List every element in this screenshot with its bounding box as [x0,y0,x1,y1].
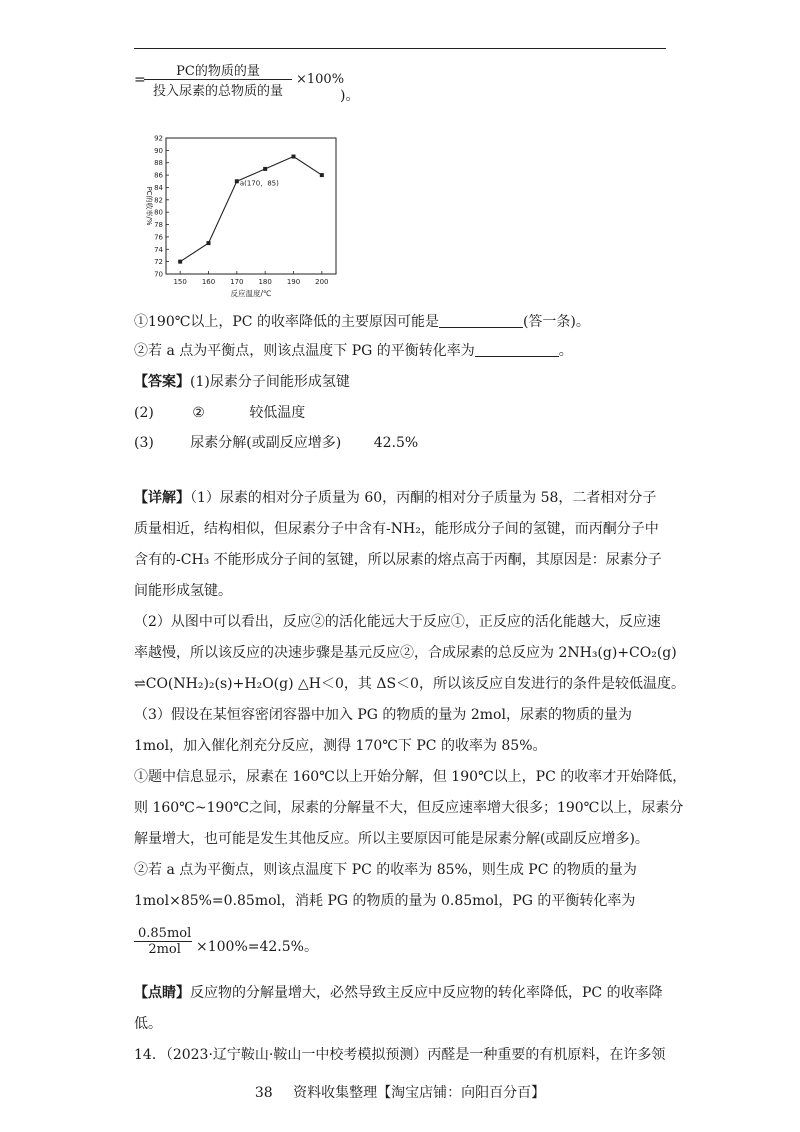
detail-line-7: ⇌CO(NH₂)₂(s)+H₂O(g) △H＜0，其 ΔS＜0，所以该反应自发进行的条件是较低温度。 [134,676,685,692]
answer-blank-2 [475,342,559,357]
data-point [320,173,324,177]
answer-2-b: 较低温度 [249,405,306,421]
y-tick-label: 90 [154,146,163,155]
answer-1 [134,372,350,392]
question-1 [134,312,590,332]
detail-line-3: 含有的-CH₃ 不能形成分子间的氢键，所以尿素的熔点高于丙酮，其原因是：尿素分子 [134,552,662,568]
detail-text-1: （1）尿素的相对分子质量为 60，丙酮的相对分子质量为 58，二者相对分子 [190,490,657,506]
x-tick-label: 200 [315,278,329,286]
detail-line-5: （2）从图中可以看出，反应②的活化能远大于反应①，正反应的活化能越大，反应速 [134,614,661,630]
x-tick-label: 160 [201,278,216,286]
x-axis-label: 反应温度/℃ [230,289,272,298]
tip-line-1 [134,983,663,1003]
answer-1-text: (1)尿素分子间能形成氢键 [190,374,350,390]
question-2 [134,341,573,361]
answer-3-a: 尿素分解(或副反应增多) [190,435,342,451]
y-tick-label: 88 [154,159,163,168]
conversion-tail: ×100%=42.5%。 [196,939,318,955]
answer-2-a: ② [192,405,205,421]
answer-3-b: 42.5% [373,435,419,451]
question-1-tail: (答一条)。 [522,314,590,330]
answer-blank-1 [439,313,523,328]
yield-chart [140,132,340,300]
page-number: 38 [254,1085,273,1101]
detail-label: 【详解】 [134,490,190,506]
question-14: 14．（2023·辽宁鞍山·鞍山一中校考模拟预测）丙醛是一种重要的有机原料，在许多领 [134,1047,666,1063]
answer-2 [134,403,305,423]
detail-line-9: 1mol，加入催化剂充分反应，测得 170℃下 PC 的收率为 85%。 [134,738,547,754]
tip-line-2: 低。 [134,1016,162,1032]
x-tick-label: 180 [258,278,272,286]
y-tick-label: 70 [154,270,163,279]
x-tick-label: 170 [230,278,244,286]
point-annotation: a(170，85) [239,179,279,188]
detail-line-8: （3）假设在某恒容密闭容器中加入 PG 的物质的量为 2mol，尿素的物质的量为 [134,707,632,723]
answer-3 [134,433,418,453]
x-tick-label: 150 [173,278,187,286]
data-point [207,241,211,245]
formula-equals: = [134,72,146,88]
formula-times: ×100% [296,72,345,87]
y-tick-label: 84 [154,183,163,192]
conversion-denominator: 2mol [148,942,181,957]
y-tick-label: 80 [154,208,163,217]
y-tick-label: 82 [154,196,163,205]
header-rule [134,48,666,49]
detail-line-13: ②若 a 点为平衡点，则该点温度下 PC 的收率为 85%，则生成 PC 的物质的量为 [134,862,637,878]
question-2-tail: 。 [558,343,573,359]
detail-line-11: 则 160℃~190℃之间，尿素的分解量不大，但反应速率增大很多；190℃以上，尿素分 [134,800,684,816]
conversion-numerator: 0.85mol [138,926,192,941]
detail-line-12: 解量增大，也可能是发生其他反应。所以主要原因可能是尿素分解(或副反应增多)。 [134,831,649,847]
data-point [235,179,239,183]
y-tick-label: 78 [154,221,163,230]
tip-label: 【点睛】 [134,985,190,1001]
page-footer [0,1082,800,1102]
answer-label: 【答案】 [134,374,190,390]
x-tick-label: 190 [286,278,301,286]
tip-text-1: 反应物的分解量增大，必然导致主反应中反应物的转化率降低，PC 的收率降 [190,985,663,1001]
answer-2-num: (2) [134,405,154,421]
detail-line-2: 质量相近，结构相似，但尿素分子中含有-NH₂，能形成分子间的氢键，而丙酮分子中 [134,521,659,537]
series-line [180,157,322,262]
detail-line-6: 率越慢，所以该反应的决速步骤是基元反应②，合成尿素的总反应为 2NH₃(g)+CO₂(g) [134,645,677,661]
formula-denominator: 投入尿素的总物质的量 [152,84,283,99]
y-tick-label: 76 [154,233,163,242]
y-tick-label: 86 [154,171,163,180]
detail-line-10: ①题中信息显示，尿素在 160℃以上开始分解，但 190℃以上，PC 的收率才开始降低， [134,769,687,785]
formula-fraction [144,60,292,99]
formula-tail: )。 [340,88,360,104]
detail-line-4: 间能形成氢键。 [134,583,232,599]
data-point [263,167,267,171]
detail-line-1 [134,488,656,508]
data-point [292,155,296,159]
data-point [178,260,182,264]
footer-source: 资料收集整理【淘宝店铺：向阳百分百】 [293,1085,546,1101]
y-tick-label: 72 [154,258,163,267]
y-axis-label: PC的收率/% [145,186,153,226]
answer-3-num: (3) [134,435,154,451]
question-1-text: ①190℃以上，PC 的收率降低的主要原因可能是 [134,314,439,330]
formula-numerator: PC的物质的量 [176,64,260,79]
y-tick-label: 92 [154,134,163,143]
detail-line-14: 1mol×85%=0.85mol，消耗 PG 的物质的量为 0.85mol，PG 的平衡转化率为 [134,893,636,909]
question-2-text: ②若 a 点为平衡点，则该点温度下 PG 的平衡转化率为 [134,343,475,359]
conversion-fraction [134,926,195,957]
y-tick-label: 74 [154,245,163,254]
